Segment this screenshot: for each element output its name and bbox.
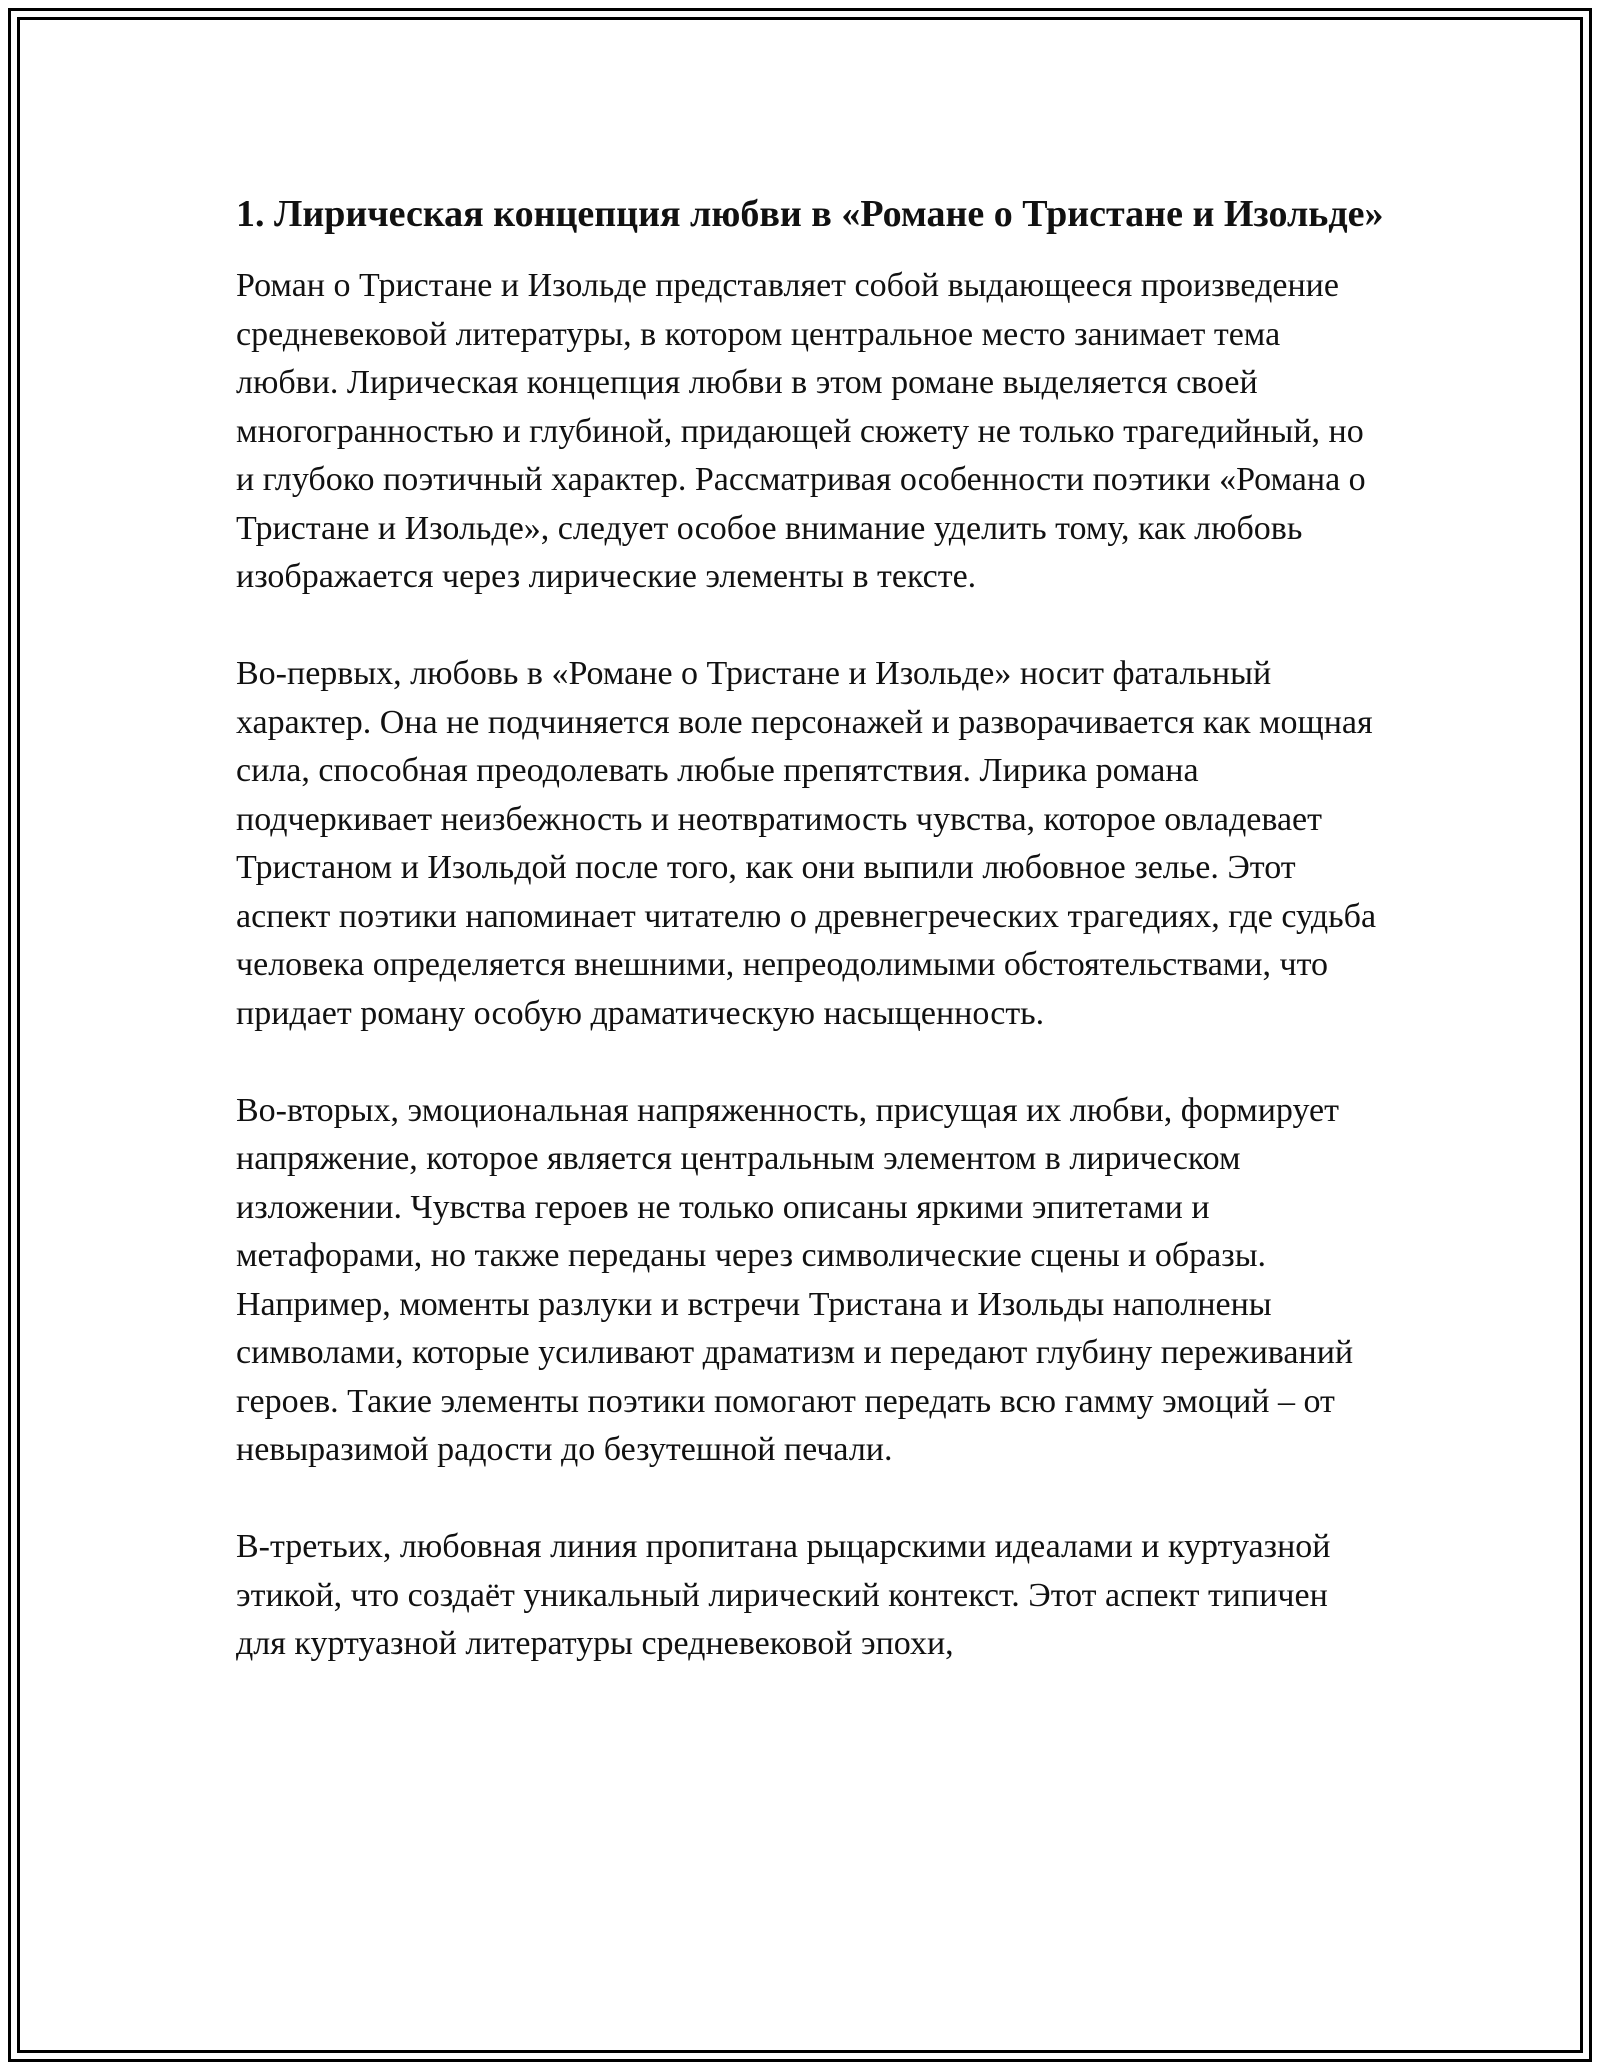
paragraph-second-point: Во-вторых, эмоциональная напряженность, присущая их любви, формирует напряжение, которое является центральным элементом в лирическом изложении. Чувства героев не только описаны яркими эпитетами и метафорами, но также переданы через символические сцены и образы. Например, моменты разлуки и встречи Тристана и Изольды наполнены символами, которые усиливают драматизм и передают глубину переживаний героев. Такие элементы поэтики помогают передать всю гамму эмоций – от невыразимой радости до безутешной печали. xyxy=(236,1091,1354,1468)
section-heading: 1. Лирическая концепция любви в «Романе о Тристане и Изольде» xyxy=(236,193,1384,235)
paragraph-first-point: Во-первых, любовь в «Романе о Тристане и Изольде» носит фатальный характер. Она не подчиняется воле персонажей и разворачивается как мощная сила, способная преодолевать любые препятствия. Лирика романа подчеркивает неизбежность и неотвратимость чувства, которое овладевает Тристаном и Изольдой после того, как они выпили любовное зелье. Этот аспект поэтики напоминает читателю о древнегреческих трагедиях, где судьба человека определяется внешними, непреодолимыми обстоятельствами, что придает роману особую драматическую насыщенность. xyxy=(236,655,1377,1032)
paragraph-third-point: В-третьих, любовная линия пропитана рыцарскими идеалами и куртуазной этикой, что создаёт уникальный лирический контекст. Этот аспект типичен для куртуазной литературы средневековой эпохи, xyxy=(236,1528,1331,1662)
document-body xyxy=(236,186,1386,1669)
paragraph-intro: Роман о Тристане и Изольде представляет собой выдающееся произведение средневековой литературы, в котором центральное место занимает тема любви. Лирическая концепция любви в этом романе выделяется своей многогранностью и глубиной, придающей сюжету не только трагедийный, но и глубоко поэтичный характер. Рассматривая особенности поэтики «Романа о Тристане и Изольде», следует особое внимание уделить тому, как любовь изображается через лирические элементы в тексте. xyxy=(236,267,1366,595)
